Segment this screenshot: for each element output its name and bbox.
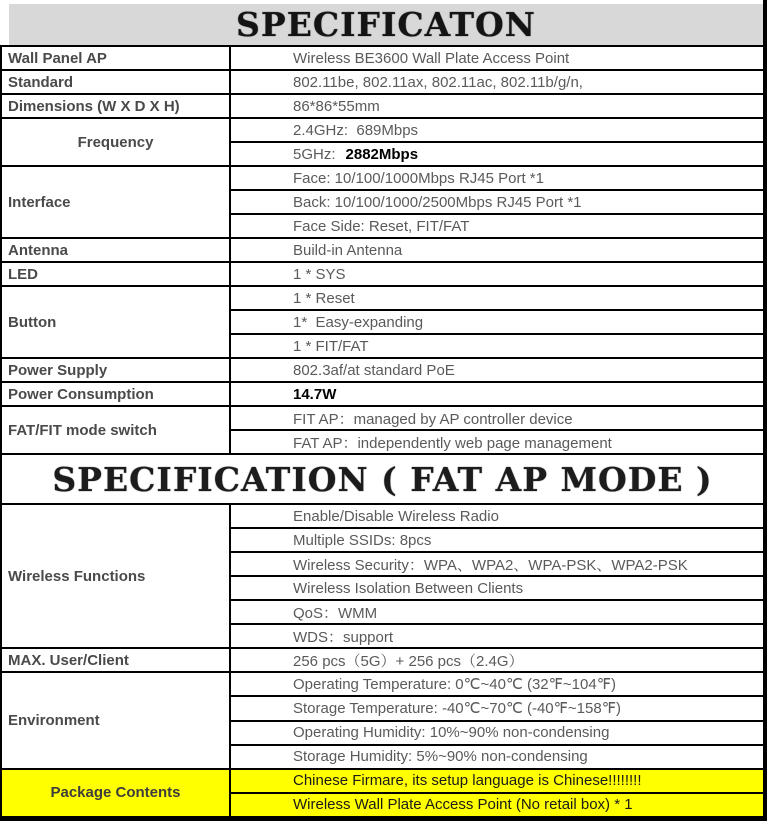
fat-ap-mode-title: SPECIFICATION ( FAT AP MODE ) [0,455,763,505]
table-row [0,71,763,95]
row-label-power-supply: Power Supply [0,359,229,383]
row-value-power-supply: 802.3af/at standard PoE [229,359,763,383]
table-row [0,383,763,407]
row-value-wireless-radio: Enable/Disable Wireless Radio [229,505,763,529]
table-row [0,359,763,383]
table-row [0,770,763,794]
table-row [0,673,763,697]
row-value-wall-panel-ap: Wireless BE3600 Wall Plate Access Point [229,47,763,71]
row-value-max-user: 256 pcs（5G）+ 256 pcs（2.4G） [229,649,763,673]
row-label-wall-panel-ap: Wall Panel AP [0,47,229,71]
row-value-operating-humidity: Operating Humidity: 10%~90% non-condensing [229,722,763,746]
row-value-wds: WDS：support [229,625,763,649]
table-row [0,0,763,47]
row-value-standard: 802.11be, 802.11ax, 802.11ac, 802.11b/g/n, [229,71,763,95]
row-value-button-reset: 1 * Reset [229,287,763,311]
table-row [0,407,763,431]
frequency-5g-rate: 2882Mbps [345,145,419,163]
row-value-button-easy-expanding: 1* Easy-expanding [229,311,763,335]
table-row [0,47,763,71]
row-value-button-fit-fat: 1 * FIT/FAT [229,335,763,359]
row-value-led: 1 * SYS [229,263,763,287]
row-label-frequency: Frequency [0,119,229,167]
row-value-interface-face-side: Face Side: Reset, FIT/FAT [229,215,763,239]
row-value-frequency-24g: 2.4GHz: 689Mbps [229,119,763,143]
row-label-antenna: Antenna [0,239,229,263]
frequency-5g-prefix: 5GHz: [293,145,336,163]
row-value-frequency-5g [229,143,763,167]
row-value-package-item: Wireless Wall Plate Access Point (No retail box) * 1 [229,794,763,818]
row-value-storage-humidity: Storage Humidity: 5%~90% non-condensing [229,746,763,770]
row-value-dimensions: 86*86*55mm [229,95,763,119]
main-title-cell [0,0,763,47]
row-label-fat-fit-switch: FAT/FIT mode switch [0,407,229,455]
table-row [0,455,763,505]
row-label-wireless-functions: Wireless Functions [0,505,229,649]
row-value-qos: QoS：WMM [229,601,763,625]
row-value-antenna: Build-in Antenna [229,239,763,263]
power-consumption-value: 14.7W [293,385,337,403]
row-label-environment: Environment [0,673,229,769]
table-row [0,167,763,191]
row-label-standard: Standard [0,71,229,95]
table-row [0,287,763,311]
table-row [0,505,763,529]
row-label-power-consumption: Power Consumption [0,383,229,407]
table-row [0,239,763,263]
row-label-interface: Interface [0,167,229,239]
row-value-interface-face: Face: 10/100/1000Mbps RJ45 Port *1 [229,167,763,191]
table-row [0,119,763,143]
row-label-led: LED [0,263,229,287]
row-value-storage-temperature: Storage Temperature: -40℃~70℃ (-40℉~158℉) [229,697,763,721]
row-value-power-consumption [229,383,763,407]
row-value-package-firmware-note: Chinese Firmare, its setup language is Chinese!!!!!!!! [229,770,763,794]
row-label-max-user: MAX. User/Client [0,649,229,673]
table-row [0,263,763,287]
row-value-wireless-isolation: Wireless Isolation Between Clients [229,577,763,601]
row-value-interface-back: Back: 10/100/1000/2500Mbps RJ45 Port *1 [229,191,763,215]
row-value-operating-temperature: Operating Temperature: 0℃~40℃ (32℉~104℉) [229,673,763,697]
row-value-fit-ap: FIT AP：managed by AP controller device [229,407,763,431]
row-label-package-contents: Package Contents [0,770,229,818]
main-title: SPECIFICATON [9,4,763,45]
table-row [0,649,763,673]
row-label-dimensions: Dimensions (W X D X H) [0,95,229,119]
row-value-wireless-security: Wireless Security：WPA、WPA2、WPA-PSK、WPA2-PSK [229,553,763,577]
row-value-fat-ap: FAT AP：independently web page management [229,431,763,455]
row-label-button: Button [0,287,229,359]
row-value-multiple-ssids: Multiple SSIDs: 8pcs [229,529,763,553]
table-row [0,95,763,119]
